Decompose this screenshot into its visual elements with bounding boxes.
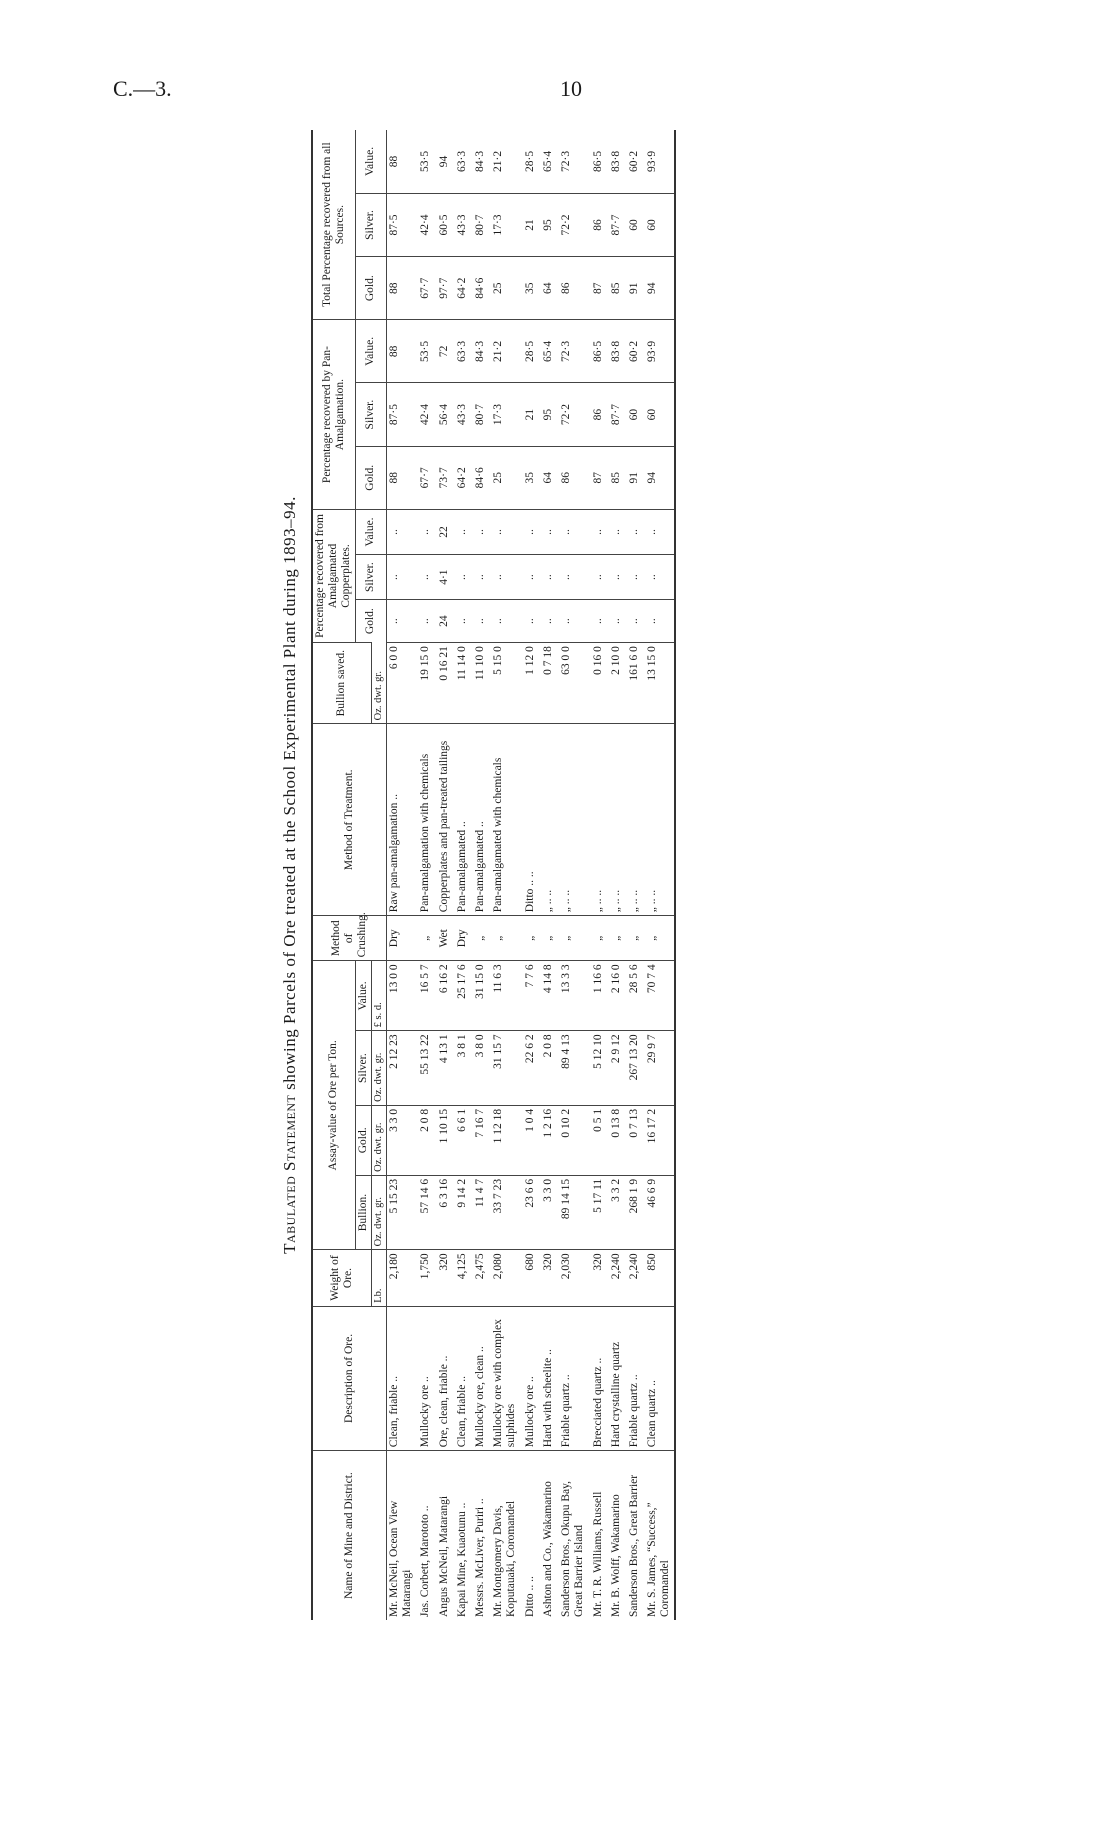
cell-name: Kapai Mine, Kuaotunu .. [452, 1451, 470, 1620]
cell-tg: 97·7 [434, 257, 452, 320]
cell-cs: .. [538, 555, 556, 600]
cell-cs: .. [624, 555, 642, 600]
cell-desc: Mullocky ore, clean .. [470, 1306, 488, 1450]
cell-desc: Brecciated quartz .. [588, 1306, 606, 1450]
cell-gold: 16 17 2 [642, 1105, 674, 1175]
cell-crush: Wet [434, 916, 452, 961]
cell-cv: .. [452, 509, 470, 554]
cell-ps: 80·7 [470, 383, 488, 446]
cell-weight: 680 [520, 1250, 538, 1306]
cell-gold: 0 5 1 [588, 1105, 606, 1175]
cell-bullion: 268 1 9 [624, 1175, 642, 1249]
cell-cv: .. [556, 509, 587, 554]
cell-cg: .. [642, 600, 674, 643]
cell-cg: 24 [434, 600, 452, 643]
cell-saved: 19 15 0 [415, 643, 433, 724]
cell-cg: .. [470, 600, 488, 643]
cell-weight: 2,180 [386, 1250, 415, 1306]
cell-silver: 2 9 12 [606, 1031, 624, 1105]
table-row [452, 130, 470, 1620]
cell-tg: 94 [642, 257, 674, 320]
cell-saved: 0 16 0 [588, 643, 606, 724]
cell-cv: .. [488, 509, 519, 554]
cell-ps: 17·3 [488, 383, 519, 446]
col-name: Name of Mine and District. [312, 1451, 386, 1620]
table-row [434, 130, 452, 1620]
cell-silver: 3 8 0 [470, 1031, 488, 1105]
page-number: 10 [560, 76, 582, 101]
ore-statement-table [311, 130, 676, 1620]
cell-cv: .. [624, 509, 642, 554]
col-assay-gold: Gold. [355, 1105, 371, 1175]
cell-treat: Ditto .. .. [520, 724, 538, 916]
cell-saved: 0 16 21 [434, 643, 452, 724]
table-row [642, 130, 674, 1620]
cell-weight: 1,750 [415, 1250, 433, 1306]
cell-silver: 4 13 1 [434, 1031, 452, 1105]
cell-gold: 1 10 15 [434, 1105, 452, 1175]
cell-tg: 25 [488, 257, 519, 320]
title-rest: showing Parcels of Ore treated at the School Experimental Plant during 1893–94. [280, 496, 299, 1095]
cell-pg: 73·7 [434, 446, 452, 509]
cell-crush: „ [556, 916, 587, 961]
cell-tg: 87 [588, 257, 606, 320]
table-row [488, 130, 519, 1620]
cell-cg: .. [415, 600, 433, 643]
cell-name: Angus McNeil, Matarangi [434, 1451, 452, 1620]
cell-saved: 13 15 0 [642, 643, 674, 724]
cell-cg: .. [538, 600, 556, 643]
cell-value: 4 14 8 [538, 961, 556, 1031]
cell-weight: 850 [642, 1250, 674, 1306]
cell-ps: 87·7 [606, 383, 624, 446]
cell-ts: 21 [520, 193, 538, 256]
cell-treat: Pan-amalgamation with chemicals [415, 724, 433, 916]
cell-cs: 4·1 [434, 555, 452, 600]
cell-bullion: 33 7 23 [488, 1175, 519, 1249]
cell-name: Ditto .. .. [520, 1451, 538, 1620]
cell-tg: 64 [538, 257, 556, 320]
unit-saved: Oz. dwt. gr. [371, 643, 386, 724]
cell-name: Jas. Corbett, Marototo .. [415, 1451, 433, 1620]
cell-silver: 55 13 22 [415, 1031, 433, 1105]
cell-cv: .. [606, 509, 624, 554]
cell-ps: 43·3 [452, 383, 470, 446]
cell-ts: 95 [538, 193, 556, 256]
cell-desc: Mullocky ore .. [520, 1306, 538, 1450]
cell-tv: 28·5 [523, 150, 536, 172]
cell-desc: Mullocky ore with complex sulphides [488, 1306, 519, 1450]
cell-pg: 64 [538, 446, 556, 509]
cell-gold: 1 0 4 [520, 1105, 538, 1175]
col-pan-silver: Silver. [355, 383, 386, 446]
col-total-silver: Silver. [355, 193, 386, 256]
cell-tg: 67·7 [415, 257, 433, 320]
cell-ts: 42·4 [415, 193, 433, 256]
cell-cv: 22 [434, 509, 452, 554]
cell-pv: 65·4 [538, 320, 556, 383]
cell-tv: 53·5 [419, 150, 432, 172]
cell-treat: Pan-amalgamated .. [452, 724, 470, 916]
cell-tg: 91 [624, 257, 642, 320]
cell-bullion: 5 15 23 [386, 1175, 415, 1249]
cell-desc: Clean, friable .. [386, 1306, 415, 1450]
cell-weight: 2,240 [624, 1250, 642, 1306]
cell-pg: 91 [624, 446, 642, 509]
cell-pg: 86 [556, 446, 587, 509]
cell-pv: 88 [386, 320, 415, 383]
cell-weight: 320 [588, 1250, 606, 1306]
cell-ts: 80·7 [470, 193, 488, 256]
table-row [624, 130, 642, 1620]
cell-pg: 64·2 [452, 446, 470, 509]
table-row [606, 130, 624, 1620]
cell-tg: 86 [556, 257, 587, 320]
cell-pg: 35 [520, 446, 538, 509]
cell-name: Mr. McNeil, Ocean View Matarangi [386, 1451, 415, 1620]
cell-ts: 60·5 [434, 193, 452, 256]
col-pct-copperplates: Percentage recovered from Amalgamated Copperplates. [312, 509, 355, 642]
cell-name: Mr. T. R. Williams, Russell [588, 1451, 606, 1620]
cell-cv: .. [415, 509, 433, 554]
cell-saved: 0 7 18 [538, 643, 556, 724]
cell-desc: Ore, clean, friable .. [434, 1306, 452, 1450]
cell-name: Ashton and Co., Wakamarino [538, 1451, 556, 1620]
col-pct-pan: Percentage recovered by Pan-Amalgamation. [312, 320, 355, 510]
cell-value: 2 16 0 [606, 961, 624, 1031]
cell-value: 13 0 0 [386, 961, 415, 1031]
cell-cg: .. [606, 600, 624, 643]
cell-name: Messrs. McLiver, Puriri .. [470, 1451, 488, 1620]
cell-weight: 2,475 [470, 1250, 488, 1306]
cell-pv: 60·2 [624, 320, 642, 383]
cell-cv: .. [588, 509, 606, 554]
cell-bullion: 46 6 9 [642, 1175, 674, 1249]
cell-ps: 42·4 [415, 383, 433, 446]
col-assay-bullion: Bullion. [355, 1175, 371, 1249]
cell-tv: 88 [387, 155, 400, 168]
cell-name: Sanderson Bros., Great Barrier [624, 1451, 642, 1620]
unit-gold: Oz. dwt. gr. [371, 1105, 386, 1175]
cell-treat: Pan-amalgamated with chemicals [488, 724, 519, 916]
unit-bullion: Oz. dwt. gr. [371, 1175, 386, 1249]
cell-crush: „ [588, 916, 606, 961]
cell-cv: .. [386, 509, 415, 554]
cell-tg: 84·6 [470, 257, 488, 320]
cell-cv: .. [642, 509, 674, 554]
cell-cg: .. [386, 600, 415, 643]
cell-pv: 83·8 [606, 320, 624, 383]
cell-ts: 60 [624, 193, 642, 256]
cell-tg: 35 [520, 257, 538, 320]
cell-crush: „ [624, 916, 642, 961]
cell-saved: 5 15 0 [488, 643, 519, 724]
cell-desc: Friable quartz .. [624, 1306, 642, 1450]
cell-silver: 89 4 13 [556, 1031, 587, 1105]
cell-value: 25 17 6 [452, 961, 470, 1031]
cell-silver: 2 0 8 [538, 1031, 556, 1105]
cell-pg: 84·6 [470, 446, 488, 509]
cell-pg: 87 [588, 446, 606, 509]
col-copper-gold: Gold. [355, 600, 386, 643]
col-pan-gold: Gold. [355, 446, 386, 509]
cell-bullion: 6 3 16 [434, 1175, 452, 1249]
cell-treat: Pan-amalgamated .. [470, 724, 488, 916]
cell-value: 6 16 2 [434, 961, 452, 1031]
cell-tv: 94 [437, 155, 450, 168]
cell-pv: 72·3 [556, 320, 587, 383]
cell-pg: 67·7 [415, 446, 433, 509]
cell-bullion: 23 6 6 [520, 1175, 538, 1249]
col-assay-group: Assay-value of Ore per Ton. [312, 961, 355, 1250]
cell-ts: 72·2 [556, 193, 587, 256]
col-copper-silver: Silver. [355, 555, 386, 600]
cell-saved: 2 10 0 [606, 643, 624, 724]
cell-crush: „ [470, 916, 488, 961]
cell-gold: 0 7 13 [624, 1105, 642, 1175]
cell-cs: .. [386, 555, 415, 600]
cell-desc: Hard with scheelite .. [538, 1306, 556, 1450]
cell-silver: 29 9 7 [642, 1031, 674, 1105]
cell-pv: 93·9 [642, 320, 674, 383]
cell-tv: 60·2 [628, 150, 640, 172]
cell-ps: 87·5 [386, 383, 415, 446]
cell-value: 1 16 6 [588, 961, 606, 1031]
cell-bullion: 3 3 2 [606, 1175, 624, 1249]
cell-ts: 17·3 [488, 193, 519, 256]
table-body [386, 130, 674, 1620]
cell-value: 16 5 7 [415, 961, 433, 1031]
cell-treat: Copperplates and pan-treated tailings [434, 724, 452, 916]
col-bullion-saved: Bullion saved. [312, 643, 371, 724]
cell-cg: .. [588, 600, 606, 643]
cell-ps: 86 [588, 383, 606, 446]
cell-tv: 21·2 [492, 150, 505, 172]
cell-bullion: 3 3 0 [538, 1175, 556, 1249]
col-assay-silver: Silver. [355, 1031, 371, 1105]
unit-lb: Lb. [371, 1250, 386, 1306]
cell-ts: 87·7 [606, 193, 624, 256]
cell-cs: .. [606, 555, 624, 600]
cell-silver: 22 6 2 [520, 1031, 538, 1105]
unit-value: £ s. d. [371, 961, 386, 1031]
cell-pg: 94 [642, 446, 674, 509]
cell-value: 7 7 6 [520, 961, 538, 1031]
cell-name: Mr. S. James, “Success,” Coromandel [642, 1451, 674, 1620]
cell-ps: 56·4 [434, 383, 452, 446]
cell-crush: Dry [386, 916, 415, 961]
cell-treat: „ .. .. [538, 724, 556, 916]
cell-ps: 95 [538, 383, 556, 446]
cell-crush: „ [488, 916, 519, 961]
cell-cs: .. [488, 555, 519, 600]
cell-cg: .. [556, 600, 587, 643]
table-row [386, 130, 415, 1620]
col-copper-value: Value. [355, 509, 386, 554]
cell-gold: 1 12 18 [488, 1105, 519, 1175]
cell-value: 13 3 3 [556, 961, 587, 1031]
cell-desc: Mullocky ore .. [415, 1306, 433, 1450]
col-pct-total: Total Percentage recovered from all Sources. [312, 130, 355, 320]
cell-cs: .. [470, 555, 488, 600]
cell-tv: 72·3 [560, 150, 573, 172]
cell-weight: 2,080 [488, 1250, 519, 1306]
cell-gold: 6 6 1 [452, 1105, 470, 1175]
cell-gold: 1 2 16 [538, 1105, 556, 1175]
cell-gold: 0 13 8 [606, 1105, 624, 1175]
cell-pv: 63·3 [452, 320, 470, 383]
cell-desc: Clean quartz .. [642, 1306, 674, 1450]
cell-cg: .. [520, 600, 538, 643]
cell-crush: „ [415, 916, 433, 961]
col-pan-value: Value. [355, 320, 386, 383]
cell-ts: 86 [588, 193, 606, 256]
cell-tv: 84·3 [474, 150, 487, 172]
title-prefix: Tabulated Statement [280, 1094, 299, 1254]
cell-gold: 7 16 7 [470, 1105, 488, 1175]
cell-cv: .. [538, 509, 556, 554]
cell-cg: .. [624, 600, 642, 643]
table-row [415, 130, 433, 1620]
cell-treat: „ .. .. [606, 724, 624, 916]
cell-pv: 86·5 [588, 320, 606, 383]
unit-silver: Oz. dwt. gr. [371, 1031, 386, 1105]
table-title [275, 130, 305, 1620]
cell-treat: „ .. .. [642, 724, 674, 916]
cell-bullion: 5 17 11 [588, 1175, 606, 1249]
col-treatment: Method of Treatment. [312, 724, 386, 916]
cell-silver: 267 13 20 [624, 1031, 642, 1105]
cell-tv: 65·4 [541, 150, 554, 172]
table-row [470, 130, 488, 1620]
cell-cs: .. [588, 555, 606, 600]
cell-cv: .. [520, 509, 538, 554]
cell-name: Mr. B. Wolff, Wakamarino [606, 1451, 624, 1620]
col-weight: Weight of Ore. [312, 1250, 371, 1306]
cell-ts: 43·3 [452, 193, 470, 256]
cell-pv: 21·2 [488, 320, 519, 383]
table-row [538, 130, 556, 1620]
cell-pg: 85 [606, 446, 624, 509]
cell-cs: .. [556, 555, 587, 600]
cell-cg: .. [488, 600, 519, 643]
cell-pg: 25 [488, 446, 519, 509]
cell-ps: 60 [624, 383, 642, 446]
table-row [556, 130, 587, 1620]
cell-weight: 320 [434, 1250, 452, 1306]
cell-treat: Raw pan-amalgamation .. [386, 724, 415, 916]
cell-saved: 6 0 0 [386, 643, 415, 724]
col-description: Description of Ore. [312, 1306, 386, 1450]
cell-value: 28 5 6 [624, 961, 642, 1031]
cell-weight: 320 [538, 1250, 556, 1306]
rotated-table-container [275, 130, 855, 1620]
cell-cs: .. [520, 555, 538, 600]
cell-treat: „ .. .. [588, 724, 606, 916]
cell-ps: 60 [642, 383, 674, 446]
cell-gold: 2 0 8 [415, 1105, 433, 1175]
document-id: C.—3. [113, 76, 172, 101]
cell-saved: 63 0 0 [556, 643, 587, 724]
cell-pv: 84·3 [470, 320, 488, 383]
cell-pv: 28·5 [520, 320, 538, 383]
cell-tg: 64·2 [452, 257, 470, 320]
cell-ts: 87·5 [386, 193, 415, 256]
cell-crush: „ [538, 916, 556, 961]
cell-value: 31 15 0 [470, 961, 488, 1031]
cell-treat: „ .. .. [556, 724, 587, 916]
cell-cv: .. [470, 509, 488, 554]
cell-weight: 4,125 [452, 1250, 470, 1306]
cell-weight: 2,030 [556, 1250, 587, 1306]
cell-pv: 53·5 [415, 320, 433, 383]
cell-desc: Hard crystalline quartz [606, 1306, 624, 1450]
cell-pv: 72 [434, 320, 452, 383]
cell-bullion: 57 14 6 [415, 1175, 433, 1249]
cell-pg: 88 [386, 446, 415, 509]
cell-ts: 60 [642, 193, 674, 256]
cell-bullion: 11 4 7 [470, 1175, 488, 1249]
cell-crush: „ [520, 916, 538, 961]
cell-silver: 2 12 23 [386, 1031, 415, 1105]
cell-saved: 11 14 0 [452, 643, 470, 724]
cell-treat: „ .. .. [624, 724, 642, 916]
cell-tv: 86·5 [591, 150, 604, 172]
cell-weight: 2,240 [606, 1250, 624, 1306]
col-crushing: Method of Crushing. [312, 916, 386, 961]
cell-bullion: 89 14 15 [556, 1175, 587, 1249]
cell-tv: 83·8 [609, 150, 622, 172]
cell-crush: „ [642, 916, 674, 961]
col-total-gold: Gold. [355, 257, 386, 320]
cell-desc: Friable quartz .. [556, 1306, 587, 1450]
cell-saved: 11 10 0 [470, 643, 488, 724]
cell-saved: 1 12 0 [520, 643, 538, 724]
col-total-value: Value. [355, 130, 386, 193]
cell-desc: Clean, friable .. [452, 1306, 470, 1450]
cell-silver: 3 8 1 [452, 1031, 470, 1105]
cell-cs: .. [415, 555, 433, 600]
cell-saved: 161 6 0 [624, 643, 642, 724]
cell-cs: .. [452, 555, 470, 600]
table-row [520, 130, 538, 1620]
col-assay-value: Value. [355, 961, 371, 1031]
cell-tv: 93·9 [642, 130, 674, 193]
cell-tv: 63·3 [455, 150, 468, 172]
cell-ps: 72·2 [556, 383, 587, 446]
cell-tg: 85 [606, 257, 624, 320]
cell-cg: .. [452, 600, 470, 643]
cell-value: 70 7 4 [642, 961, 674, 1031]
cell-cs: .. [642, 555, 674, 600]
cell-crush: Dry [452, 916, 470, 961]
cell-name: Mr. Montgomery Davis, Koputauaki, Coromandel [488, 1451, 519, 1620]
cell-silver: 5 12 10 [588, 1031, 606, 1105]
cell-ps: 21 [520, 383, 538, 446]
cell-tg: 88 [386, 257, 415, 320]
cell-name: Sanderson Bros., Okupu Bay, Great Barrier Island [556, 1451, 587, 1620]
cell-gold: 0 10 2 [556, 1105, 587, 1175]
cell-crush: „ [606, 916, 624, 961]
cell-bullion: 9 14 2 [452, 1175, 470, 1249]
cell-gold: 3 3 0 [386, 1105, 415, 1175]
cell-silver: 31 15 7 [488, 1031, 519, 1105]
cell-value: 11 6 3 [488, 961, 519, 1031]
table-row [588, 130, 606, 1620]
